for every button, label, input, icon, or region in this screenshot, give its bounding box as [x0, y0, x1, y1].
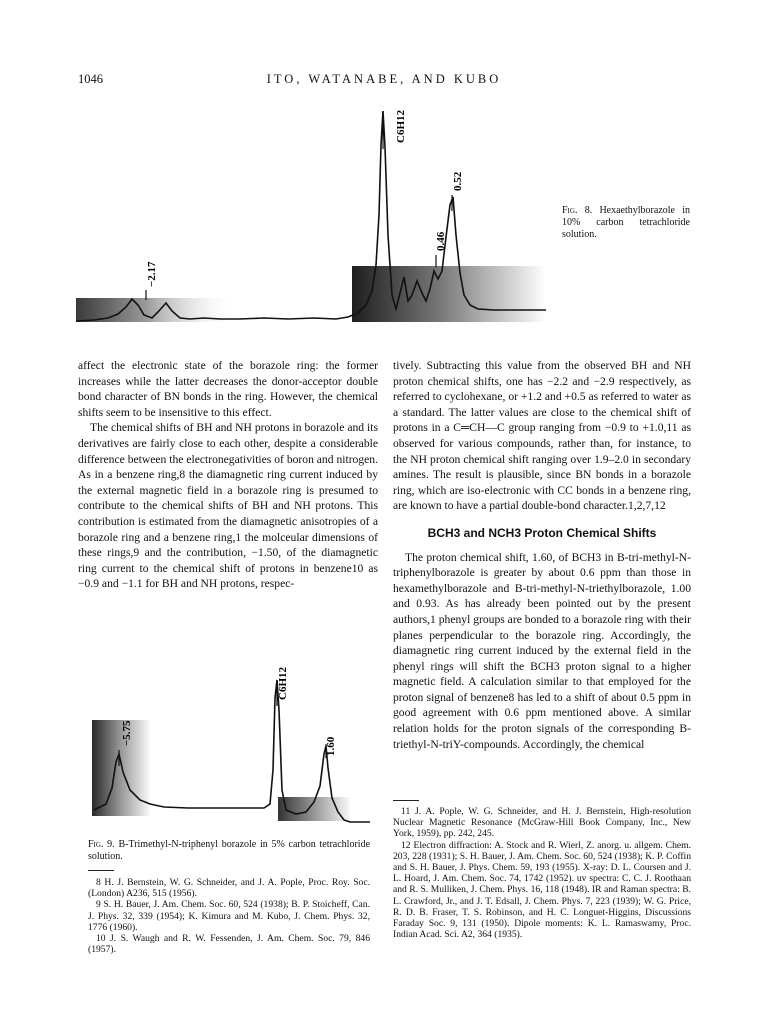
figure-8-caption-text: Hexaethylborazole in 10% carbon tetrachloride solution.: [562, 205, 690, 240]
right-paragraph-1: tively. Subtracting this value from the observed BH and NH proton chemical shifts, one has −2.2 and −2.9 respectively, as referred to cyclohexane, or +1.2 and +0.5 as referred to water as a standard. The latter values are close to the chemical shift of protons in a C═CH—C group ranging from −0.9 to +1.0,11 as observed for various compounds, rather than, for instance, to the NH proton chemical shift ranging over 1.9–2.0 in secondary amines. The result is plausible, since BN bonds in a borazole ring, which are iso-electronic with CC bonds in a benzene ring, are known to have a partial double-bond character.1,2,7,12: [393, 359, 691, 513]
peak-label-046: 0.46: [435, 231, 447, 251]
footnotes-left: [88, 877, 370, 955]
figure-9-caption-text: B-Trimethyl-N-triphenyl borazole in 5% carbon tetrachloride solution.: [88, 839, 371, 862]
page-number: 1046: [78, 72, 103, 86]
peak-label-160: 1.60: [325, 736, 337, 756]
running-header: [78, 72, 690, 88]
footnote-rule-right: [393, 800, 419, 801]
peak-label-c6h12: C6H12: [277, 667, 289, 700]
figure-8-spectrum: [74, 95, 546, 335]
figure-8-caption: [562, 205, 690, 241]
footnote-8: 8 H. J. Bernstein, W. G. Schneider, and J. A. Pople, Proc. Roy. Soc. (London) A236, 515 (1956).: [88, 877, 370, 900]
footnotes-right: [393, 806, 691, 940]
peak-label-052: 0.52: [452, 171, 464, 191]
footnote-9: 9 S. H. Bauer, J. Am. Chem. Soc. 60, 524 (1938); B. P. Stoicheff, Can. J. Phys. 32, 339 (1954); K. Kimura and M. Kubo, J. Chem. Phys. 32, 1776 (1960).: [88, 899, 370, 933]
right-column: [393, 358, 691, 752]
peak-label-575: −5.75: [121, 720, 133, 746]
integration-step-right: [352, 266, 546, 322]
figure-9-caption: [88, 839, 370, 863]
footnote-11: 11 J. A. Pople, W. G. Schneider, and H. J. Bernstein, High-resolution Nuclear Magnetic Resonance (McGraw-Hill Book Company, Inc., New York, 1959), pp. 242, 245.: [393, 806, 691, 840]
peak-label-217: −2.17: [146, 261, 158, 287]
left-column: [78, 358, 378, 592]
figure-9-caption-label: Fig. 9.: [88, 839, 115, 850]
section-heading: BCH3 and NCH3 Proton Chemical Shifts: [427, 525, 657, 540]
footnote-10: 10 J. S. Waugh and R. W. Fessenden, J. Am. Chem. Soc. 79, 846 (1957).: [88, 933, 370, 956]
running-title: ITO, WATANABE, AND KUBO: [266, 72, 502, 86]
left-paragraph-2: The chemical shifts of BH and NH protons in borazole and its derivatives are fairly close to each other, despite a considerable difference between the electronegativities of boron and nitrogen. As in a benzene ring,8 the diamagnetic ring current induced by the external magnetic field in a borazole ring is presumed to contribute to the chemical shifts of BH and NH protons. This contribution is estimated from the diamagnetic anisotropies of a borazole ring and a benzene ring,1 the molceular dimensions of these rings,9 and the contribution, −1.50, of the diamagnetic ring current to the chemical shift of protons in benzene10 as −0.9 and −1.1 for BH and NH protons, respec-: [78, 421, 378, 591]
right-paragraph-2: The proton chemical shift, 1.60, of BCH3 in B-tri-methyl-N-triphenylborazole is greater by about 0.6 ppm than those in hexamethylborazole and B-tri-methyl-N-triethylborazole, 1.00 and 0.93. As has already been pointed out by the present authors,1 phenyl groups are bonded to a borazole ring with their planes perpendicular to the borazole ring. Accordingly, the diamagnetic ring current induced by the external field in the phenyl rings will shift the BCH3 proton signal to a higher magnetic field. A calculation similar to that employed for the proton signal of benzene8 has led to a shift of about 0.5 ppm in good agreement with 0.6 ppm mentioned above. A similar relation holds for the proton signals of the corresponding B-triethyl-N-triY-compounds. Accordingly, the chemical: [393, 550, 691, 751]
figure-9-spectrum: [88, 650, 370, 828]
footnote-12: 12 Electron diffraction: A. Stock and R. Wierl, Z. anorg. u. allgem. Chem. 203, 228 (1931); S. H. Bauer, J. Am. Chem. Soc. 60, 524 (1938); K. P. Coffin and S. H. Bauer, J. Phys. Chem. 59, 193 (1955). X-ray: D. L. Coursen and J. L. Hoard, J. Am. Chem. Soc. 74, 1742 (1952). uv spectra: C. C. J. Roothaan and R. S. Mulliken, J. Chem. Phys. 16, 118 (1948). IR and Raman spectra: B. L. Crawford, Jr., and J. T. Edsall, J. Chem. Phys. 7, 223 (1939); W. G. Price, R. D. B. Fraser, T. S. Robinson, and H. C. Longuet-Higgins, Discussions Faraday Soc. 9, 131 (1950). Dipole moments: K. L. Ramaswamy, Proc. Indian Acad. Sci. A2, 364 (1935).: [393, 839, 691, 941]
left-paragraph-1: affect the electronic state of the borazole ring: the former increases while the latter decreases the donor-acceptor double bond character of BN bonds in the ring. However, the chemical shifts seem to be insensitive to this effect.: [78, 359, 378, 419]
peak-label-c6h12: C6H12: [395, 110, 407, 143]
footnote-rule-left: [88, 870, 114, 871]
figure-8-caption-label: Fig. 8.: [562, 205, 593, 216]
